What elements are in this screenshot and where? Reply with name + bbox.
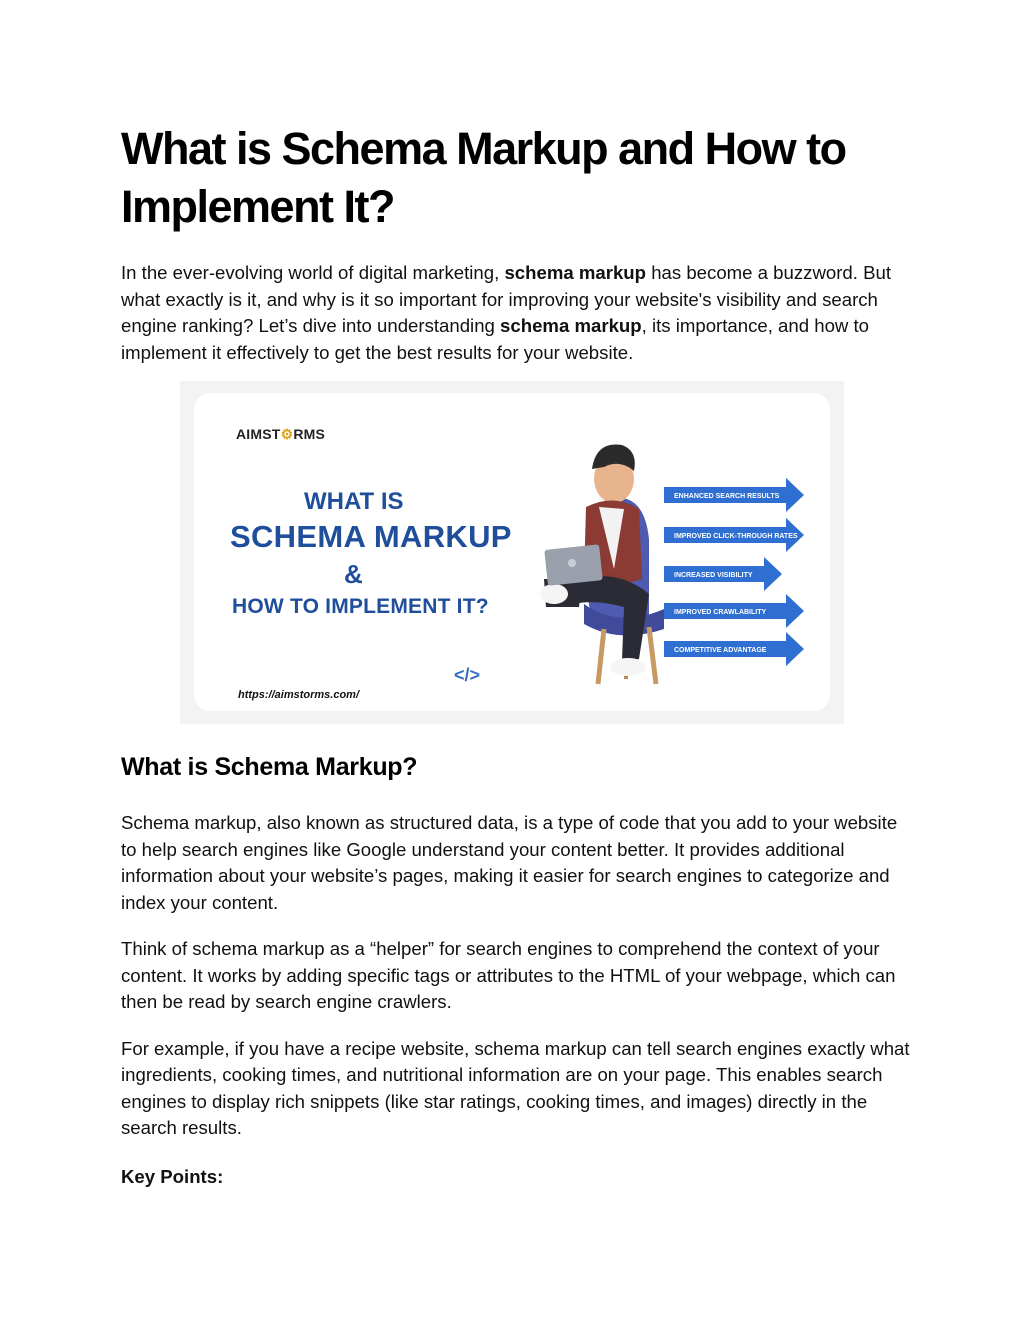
banner-line-2: SCHEMA MARKUP <box>230 519 512 554</box>
benefit-arrow-3 <box>664 557 782 591</box>
brand-logo <box>236 426 325 443</box>
banner-card <box>194 393 830 711</box>
logo-text-suffix: RMS <box>293 426 326 442</box>
benefit-arrow-1 <box>664 478 804 512</box>
intro-text-2: has become a buzzword. But what exactly is it, and why is it so important for improving your website's visibility and search engine ranking? Let’s dive into understanding <box>121 262 891 336</box>
section-body <box>121 810 911 1142</box>
intro-paragraph <box>121 260 911 366</box>
benefit-label-4: IMPROVED CRAWLABILITY <box>674 609 767 616</box>
article-banner-image <box>180 381 844 724</box>
intro-text-3: , its importance, and how to implement it effectively to get the best results for your website. <box>121 315 870 363</box>
banner-line-3: & <box>344 559 363 589</box>
intro-bold-2: schema markup <box>500 315 642 336</box>
person-illustration <box>540 445 649 677</box>
benefit-arrow-4 <box>664 594 804 628</box>
page-title: What is Schema Markup and How to Implement It? <box>121 123 846 232</box>
benefit-label-5: COMPETITIVE ADVANTAGE <box>674 647 767 654</box>
gear-icon: ⚙ <box>280 426 294 442</box>
section-paragraph-2: Think of schema markup as a “helper” for search engines to comprehend the context of your content. It works by adding specific tags or attributes to the HTML of your webpage, which can then be read by search engine crawlers. <box>121 938 896 1012</box>
intro-text-1: In the ever-evolving world of digital marketing, <box>121 262 505 283</box>
banner-url: https://aimstorms.com/ <box>238 689 360 701</box>
banner-line-1: WHAT IS <box>304 488 404 515</box>
section-paragraph-3: For example, if you have a recipe website, schema markup can tell search engines exactly what ingredients, cooking times, and nutritional information are on your page. This enables search engines to display rich snippets (like star ratings, cooking times, and images) directly in the search results. <box>121 1037 910 1138</box>
benefit-label-1: ENHANCED SEARCH RESULTS <box>674 493 780 500</box>
logo-text-prefix: AIMST <box>236 426 281 442</box>
section-heading: What is Schema Markup? <box>121 753 418 781</box>
benefit-label-3: INCREASED VISIBILITY <box>674 572 753 579</box>
code-icon: </> <box>454 665 481 685</box>
section-paragraph-1: Schema markup, also known as structured data, is a type of code that you add to your website to help search engines like Google understand your content better. It provides additional information about your website’s pages, making it easier for search engines to categorize and index your content. <box>121 812 898 913</box>
banner-line-4: HOW TO IMPLEMENT IT? <box>232 595 489 618</box>
benefit-arrow-2 <box>664 518 804 552</box>
benefit-arrow-5 <box>664 632 804 666</box>
benefit-arrows <box>664 478 804 666</box>
key-points-label: Key Points: <box>121 1166 224 1187</box>
intro-bold-1: schema markup <box>504 262 647 283</box>
illustration <box>524 429 814 689</box>
benefit-label-2: IMPROVED CLICK-THROUGH RATES <box>674 533 798 540</box>
